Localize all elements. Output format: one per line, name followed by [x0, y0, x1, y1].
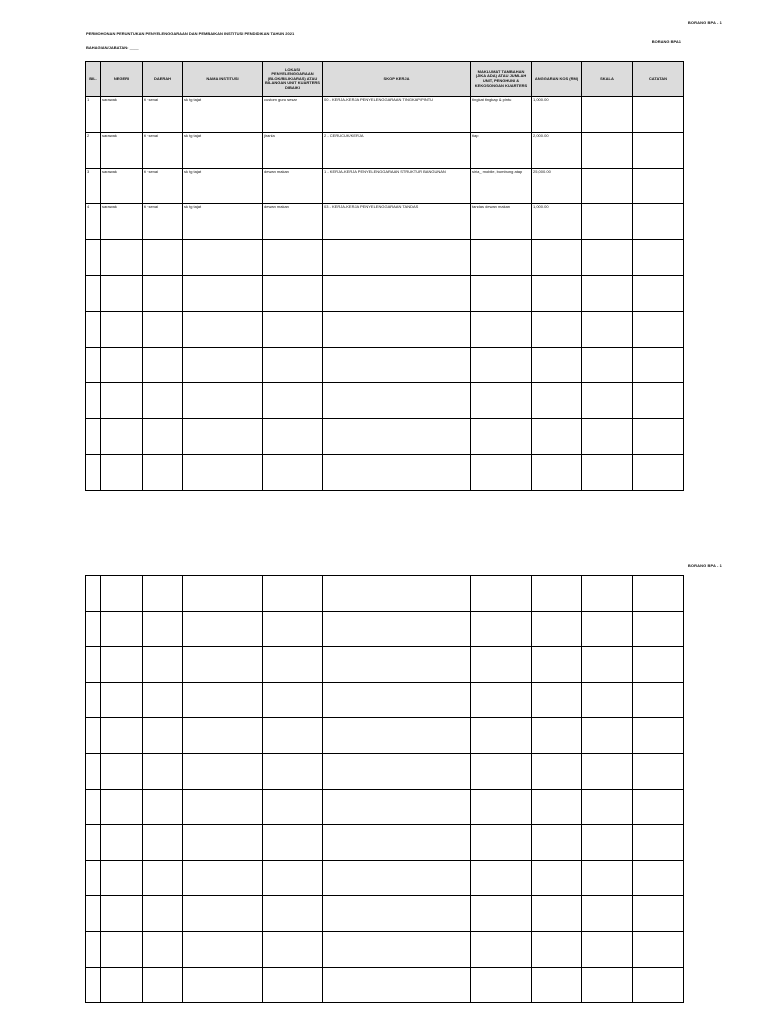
- table-row: [86, 967, 684, 1003]
- cell-bil: [86, 275, 101, 311]
- cell-maklumat: [471, 347, 532, 383]
- cell-skop: [323, 454, 471, 490]
- cell-maklumat: [471, 383, 532, 419]
- cell-skala: [582, 311, 633, 347]
- cell-kos: [532, 347, 582, 383]
- cell-skop: [323, 240, 471, 276]
- cell-daerah: [143, 419, 183, 455]
- cell-lokasi: [263, 860, 323, 896]
- cell-nama: [183, 682, 263, 718]
- cell-bil: [86, 967, 101, 1003]
- cell-skop: [323, 647, 471, 683]
- table-row: [86, 347, 684, 383]
- table-row: [86, 97, 684, 133]
- table-row: [86, 132, 684, 168]
- table-row: [86, 419, 684, 455]
- cell-skala: [582, 168, 633, 204]
- cell-daerah: [143, 896, 183, 932]
- cell-nama: [183, 931, 263, 967]
- cell-nama: [183, 576, 263, 612]
- cell-negeri: sarawak: [101, 132, 143, 168]
- cell-negeri: sarawak: [101, 168, 143, 204]
- cell-skop: 2 - CERUCUK/KERJA: [323, 132, 471, 168]
- cell-maklumat: [471, 967, 532, 1003]
- cell-lokasi: [263, 611, 323, 647]
- cell-skop: [323, 419, 471, 455]
- cell-daerah: [143, 967, 183, 1003]
- cell-nama: [183, 718, 263, 754]
- cell-nama: [183, 347, 263, 383]
- cell-skop: [323, 967, 471, 1003]
- col-header: NAMA INSTITUSI: [183, 62, 263, 97]
- cell-catatan: [633, 860, 684, 896]
- cell-skala: [582, 97, 633, 133]
- cell-daerah: [143, 383, 183, 419]
- cell-bil: [86, 311, 101, 347]
- cell-catatan: [633, 611, 684, 647]
- cell-lokasi: jiranla: [263, 132, 323, 168]
- table-header-row: [86, 62, 684, 97]
- cell-skop: [323, 789, 471, 825]
- cell-kos: [532, 682, 582, 718]
- cell-skop: [323, 718, 471, 754]
- cell-catatan: [633, 132, 684, 168]
- cell-bil: [86, 383, 101, 419]
- borang-label: BORANG BPA1: [651, 39, 681, 44]
- cell-catatan: [633, 168, 684, 204]
- cell-catatan: [633, 931, 684, 967]
- cell-kos: [532, 240, 582, 276]
- cell-maklumat: [471, 718, 532, 754]
- cell-lokasi: [263, 311, 323, 347]
- cell-negeri: [101, 311, 143, 347]
- cell-skop: [323, 682, 471, 718]
- cell-lokasi: [263, 576, 323, 612]
- cell-maklumat: [471, 825, 532, 861]
- cell-negeri: [101, 718, 143, 754]
- cell-kos: [532, 896, 582, 932]
- table-row: [86, 825, 684, 861]
- cell-lokasi: dewan makan: [263, 168, 323, 204]
- cell-skop: [323, 383, 471, 419]
- cell-daerah: [143, 789, 183, 825]
- cell-maklumat: [471, 275, 532, 311]
- cell-kos: [532, 419, 582, 455]
- col-header: MAKLUMAT TAMBAHAN (JIKA ADA) ATAU JUMLAH UNIT, PENGHUNI & KEKOSONGAN KUARTERS: [471, 62, 532, 97]
- cell-lokasi: dewan makan: [263, 204, 323, 240]
- cell-negeri: [101, 576, 143, 612]
- cell-lokasi: [263, 383, 323, 419]
- cell-negeri: [101, 825, 143, 861]
- table-row: [86, 753, 684, 789]
- form-code: BORANG BPA - 1: [687, 20, 722, 25]
- cell-maklumat: [471, 419, 532, 455]
- cell-catatan: [633, 97, 684, 133]
- cell-bil: [86, 647, 101, 683]
- cell-skop: [323, 311, 471, 347]
- cell-bil: [86, 347, 101, 383]
- cell-skala: [582, 682, 633, 718]
- cell-maklumat: siria_ mobile, bumbung atap: [471, 168, 532, 204]
- cell-nama: [183, 860, 263, 896]
- cell-maklumat: [471, 311, 532, 347]
- cell-catatan: [633, 789, 684, 825]
- cell-nama: [183, 825, 263, 861]
- cell-daerah: [143, 347, 183, 383]
- cell-nama: [183, 611, 263, 647]
- cell-lokasi: [263, 419, 323, 455]
- cell-bil: [86, 240, 101, 276]
- cell-lokasi: [263, 347, 323, 383]
- cell-bil: [86, 682, 101, 718]
- cell-maklumat: [471, 896, 532, 932]
- col-header: CATATAN: [633, 62, 684, 97]
- cell-negeri: [101, 896, 143, 932]
- cell-bil: 2: [86, 132, 101, 168]
- cell-kos: [532, 647, 582, 683]
- cell-bil: [86, 718, 101, 754]
- cell-nama: [183, 647, 263, 683]
- form-code-page-2: BORANG BPA - 1: [687, 563, 722, 568]
- cell-skala: [582, 204, 633, 240]
- cell-maklumat: tingkat tingkap & pintu: [471, 97, 532, 133]
- cell-kos: [532, 383, 582, 419]
- cell-daerah: [143, 240, 183, 276]
- table-row: [86, 860, 684, 896]
- cell-skala: [582, 860, 633, 896]
- cell-lokasi: [263, 789, 323, 825]
- cell-lokasi: [263, 275, 323, 311]
- cell-maklumat: tandas dewan makan: [471, 204, 532, 240]
- cell-lokasi: custom guru sesar: [263, 97, 323, 133]
- cell-lokasi: [263, 931, 323, 967]
- table-row: [86, 611, 684, 647]
- cell-skala: [582, 275, 633, 311]
- col-header: BIL.: [86, 62, 101, 97]
- cell-kos: [532, 931, 582, 967]
- cell-daerah: [143, 311, 183, 347]
- bahagian-value: ____: [129, 45, 139, 50]
- cell-bil: 3: [86, 168, 101, 204]
- cell-negeri: [101, 383, 143, 419]
- cell-catatan: [633, 967, 684, 1003]
- cell-kos: [532, 967, 582, 1003]
- cell-skop: [323, 931, 471, 967]
- col-header: ANGGARAN KOS (RM): [532, 62, 582, 97]
- cell-kos: 2,000.00: [532, 132, 582, 168]
- cell-kos: [532, 825, 582, 861]
- cell-catatan: [633, 454, 684, 490]
- cell-nama: sk tg tajat: [183, 132, 263, 168]
- cell-daerah: [143, 647, 183, 683]
- cell-maklumat: tiap: [471, 132, 532, 168]
- cell-nama: [183, 275, 263, 311]
- cell-lokasi: [263, 967, 323, 1003]
- cell-lokasi: [263, 454, 323, 490]
- cell-catatan: [633, 647, 684, 683]
- cell-catatan: [633, 718, 684, 754]
- cell-nama: [183, 789, 263, 825]
- cell-bil: [86, 896, 101, 932]
- cell-lokasi: [263, 825, 323, 861]
- cell-skala: [582, 383, 633, 419]
- cell-skop: [323, 576, 471, 612]
- cell-skala: [582, 419, 633, 455]
- cell-daerah: [143, 718, 183, 754]
- cell-catatan: [633, 753, 684, 789]
- cell-nama: sk tg tajat: [183, 204, 263, 240]
- cell-skala: [582, 789, 633, 825]
- cell-skala: [582, 647, 633, 683]
- cell-nama: [183, 896, 263, 932]
- col-header: SKOP KERJA: [323, 62, 471, 97]
- table-row: [86, 311, 684, 347]
- bahagian-field: [86, 45, 139, 50]
- cell-negeri: [101, 347, 143, 383]
- cell-maklumat: [471, 682, 532, 718]
- cell-maklumat: [471, 576, 532, 612]
- cell-daerah: ti ·senai: [143, 204, 183, 240]
- cell-lokasi: [263, 896, 323, 932]
- col-header: DAERAH: [143, 62, 183, 97]
- cell-catatan: [633, 682, 684, 718]
- cell-skala: [582, 825, 633, 861]
- cell-daerah: [143, 931, 183, 967]
- cell-daerah: [143, 860, 183, 896]
- cell-catatan: [633, 275, 684, 311]
- cell-kos: [532, 789, 582, 825]
- cell-skala: [582, 611, 633, 647]
- cell-daerah: [143, 576, 183, 612]
- cell-nama: sk tg tajat: [183, 168, 263, 204]
- cell-kos: [532, 753, 582, 789]
- cell-catatan: [633, 311, 684, 347]
- cell-daerah: [143, 454, 183, 490]
- cell-bil: [86, 611, 101, 647]
- col-header: LOKASI PENYELENGGARAAN (BLOK/BILIK/ARAS) ATAU BILANGAN UNIT KUARTERS DIBAIKI: [263, 62, 323, 97]
- cell-skop: 1 - KERJA-KERJA PENYELENGGARAAN STRUKTUR BANGUNAN: [323, 168, 471, 204]
- cell-negeri: [101, 419, 143, 455]
- cell-daerah: [143, 753, 183, 789]
- cell-bil: [86, 454, 101, 490]
- cell-lokasi: [263, 718, 323, 754]
- cell-catatan: [633, 896, 684, 932]
- cell-maklumat: [471, 611, 532, 647]
- table-row: [86, 682, 684, 718]
- cell-negeri: [101, 647, 143, 683]
- cell-skop: [323, 825, 471, 861]
- cell-skala: [582, 132, 633, 168]
- cell-daerah: ti ·senai: [143, 97, 183, 133]
- cell-skop: 03 - KERJA-KERJA PENYELENGGARAAN TANDAS: [323, 204, 471, 240]
- cell-daerah: ti ·senai: [143, 168, 183, 204]
- cell-skala: [582, 718, 633, 754]
- cell-negeri: [101, 931, 143, 967]
- cell-kos: 25,000.00: [532, 168, 582, 204]
- cell-skala: [582, 967, 633, 1003]
- cell-kos: [532, 275, 582, 311]
- cell-maklumat: [471, 647, 532, 683]
- cell-nama: [183, 419, 263, 455]
- cell-kos: [532, 454, 582, 490]
- cell-negeri: sarawak: [101, 204, 143, 240]
- bahagian-label: BAHAGIAN/JABATAN:: [86, 45, 129, 50]
- table-row: [86, 383, 684, 419]
- cell-negeri: [101, 611, 143, 647]
- cell-kos: [532, 860, 582, 896]
- cell-skop: 00 - KERJA-KERJA PENYELENGGARAAN TINGKAP/PINTU: [323, 97, 471, 133]
- application-table: [85, 61, 684, 491]
- cell-negeri: [101, 454, 143, 490]
- cell-negeri: [101, 275, 143, 311]
- cell-bil: [86, 860, 101, 896]
- cell-lokasi: [263, 682, 323, 718]
- cell-nama: [183, 454, 263, 490]
- cell-skala: [582, 931, 633, 967]
- cell-skala: [582, 753, 633, 789]
- cell-bil: [86, 753, 101, 789]
- cell-daerah: [143, 682, 183, 718]
- table-row: [86, 789, 684, 825]
- cell-maklumat: [471, 753, 532, 789]
- cell-daerah: [143, 275, 183, 311]
- cell-kos: 1,000.00: [532, 97, 582, 133]
- col-header: SKALA: [582, 62, 633, 97]
- cell-kos: [532, 611, 582, 647]
- table-row: [86, 647, 684, 683]
- cell-bil: [86, 931, 101, 967]
- cell-skala: [582, 454, 633, 490]
- cell-bil: [86, 576, 101, 612]
- cell-negeri: [101, 789, 143, 825]
- table-row: [86, 454, 684, 490]
- cell-maklumat: [471, 931, 532, 967]
- table-row: [86, 204, 684, 240]
- cell-skala: [582, 896, 633, 932]
- cell-skop: [323, 896, 471, 932]
- cell-negeri: [101, 860, 143, 896]
- cell-daerah: ti ·senai: [143, 132, 183, 168]
- cell-lokasi: [263, 753, 323, 789]
- cell-catatan: [633, 383, 684, 419]
- cell-nama: sk tg tajat: [183, 97, 263, 133]
- col-header: NEGERI: [101, 62, 143, 97]
- cell-nama: [183, 967, 263, 1003]
- cell-catatan: [633, 576, 684, 612]
- cell-skop: [323, 860, 471, 896]
- cell-catatan: [633, 825, 684, 861]
- cell-skala: [582, 240, 633, 276]
- cell-bil: 1: [86, 97, 101, 133]
- cell-skop: [323, 611, 471, 647]
- cell-bil: 4: [86, 204, 101, 240]
- cell-skala: [582, 347, 633, 383]
- table-row: [86, 240, 684, 276]
- cell-maklumat: [471, 240, 532, 276]
- cell-maklumat: [471, 454, 532, 490]
- cell-lokasi: [263, 647, 323, 683]
- cell-negeri: [101, 753, 143, 789]
- cell-daerah: [143, 611, 183, 647]
- table-row: [86, 718, 684, 754]
- cell-kos: [532, 311, 582, 347]
- table-row: [86, 168, 684, 204]
- cell-bil: [86, 825, 101, 861]
- cell-catatan: [633, 240, 684, 276]
- cell-kos: [532, 718, 582, 754]
- cell-skop: [323, 347, 471, 383]
- cell-maklumat: [471, 789, 532, 825]
- table-row: [86, 275, 684, 311]
- cell-kos: [532, 576, 582, 612]
- cell-bil: [86, 789, 101, 825]
- cell-negeri: [101, 240, 143, 276]
- cell-nama: [183, 311, 263, 347]
- cell-skala: [582, 576, 633, 612]
- cell-lokasi: [263, 240, 323, 276]
- table-row: [86, 576, 684, 612]
- cell-skop: [323, 275, 471, 311]
- cell-bil: [86, 419, 101, 455]
- page-title: PERMOHONAN PERUNTUKAN PENYELENGGARAAN DAN PEMBAIKAN INSTITUSI PENDIDIKAN TAHUN 2021: [86, 31, 295, 36]
- cell-catatan: [633, 419, 684, 455]
- cell-kos: 1,000.00: [532, 204, 582, 240]
- cell-nama: [183, 240, 263, 276]
- cell-nama: [183, 383, 263, 419]
- cell-catatan: [633, 204, 684, 240]
- cell-catatan: [633, 347, 684, 383]
- cell-daerah: [143, 825, 183, 861]
- table-row: [86, 896, 684, 932]
- cell-maklumat: [471, 860, 532, 896]
- application-table-continued: [85, 575, 684, 1003]
- cell-nama: [183, 753, 263, 789]
- table-row: [86, 931, 684, 967]
- cell-skop: [323, 753, 471, 789]
- cell-negeri: [101, 967, 143, 1003]
- cell-negeri: [101, 682, 143, 718]
- cell-negeri: sarawak: [101, 97, 143, 133]
